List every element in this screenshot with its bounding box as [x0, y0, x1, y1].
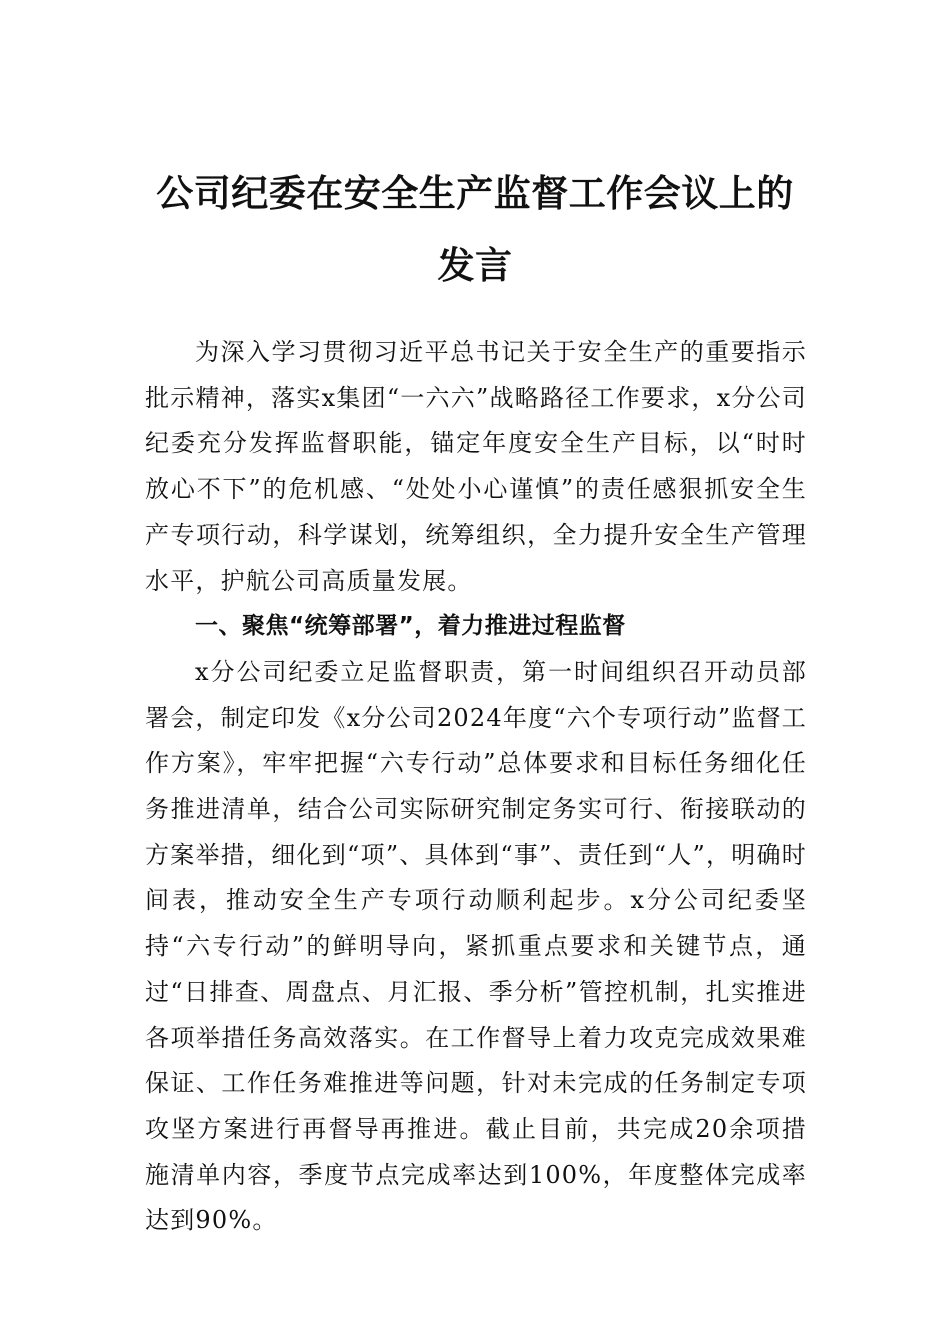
section-heading-1: 一、聚焦“统筹部署”，着力推进过程监督: [195, 613, 626, 640]
document-title: 公司纪委在安全生产监督工作会议上的发言: [156, 172, 794, 287]
section-1-paragraph: x分公司纪委立足监督职责，第一时间组织召开动员部署会，制定印发《x分公司2024年度“六个专项行动”监督工作方案》，牢牢把握“六专行动”总体要求和目标任务细化任务推进清单，结合公司实际研究制定务实可行、衔接联动的方案举措，细化到“项”、具体到“事”、责任到“人”，明确时间表，推动安全生产专项行动顺利起步。x分公司纪委坚持“六专行动”的鲜明导向，紧抓重点要求和关键节点，通过“日排查、周盘点、月汇报、季分析”管控机制，扎实推进各项举措任务高效落实。在工作督导上着力攻克完成效果难保证、工作任务难推进等问题，针对未完成的任务制定专项攻坚方案进行再督导再推进。截止目前，共完成20余项措施清单内容，季度节点完成率达到100%，年度整体完成率达到90%。: [145, 657, 807, 1235]
document-body: [145, 330, 807, 1244]
intro-paragraph: 为深入学习贯彻习近平总书记关于安全生产的重要指示批示精神，落实x集团“一六六”战略路径工作要求，x分公司纪委充分发挥监督职能，锚定年度安全生产目标，以“时时放心不下”的危机感、“处处小心谨慎”的责任感狠抓安全生产专项行动，科学谋划，统筹组织，全力提升安全生产管理水平，护航公司高质量发展。: [145, 338, 807, 595]
